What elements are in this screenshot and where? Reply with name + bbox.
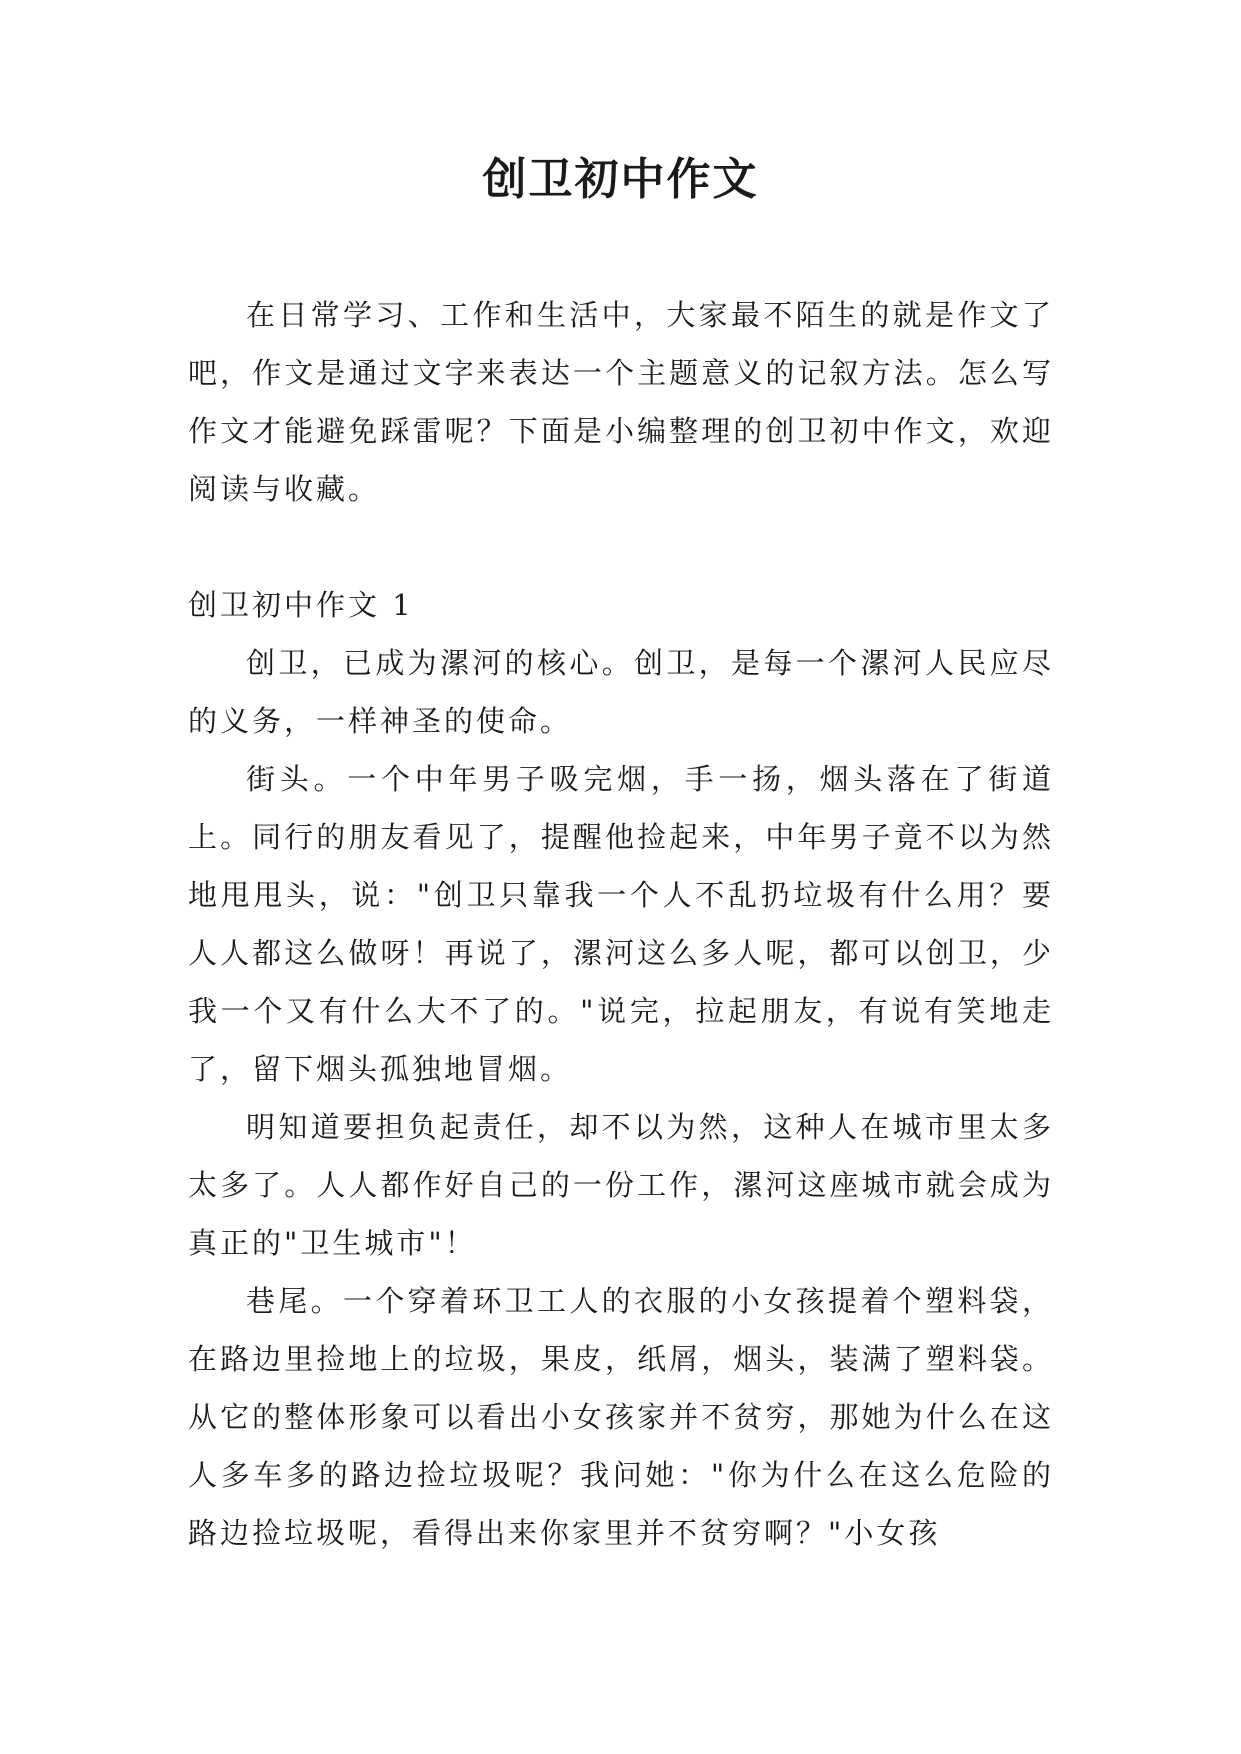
body-paragraph: 巷尾。一个穿着环卫工人的衣服的小女孩提着个塑料袋，在路边里捡地上的垃圾，果皮，纸屑，烟头，装满了塑料袋。从它的整体形象可以看出小女孩家并不贫穷，那她为什么在这人多车多的路边捡垃圾呢？我问她："你为什么在这么危险的路边捡垃圾呢，看得出来你家里并不贫穷啊？"小女孩 (188, 1284, 1054, 1550)
document-body (188, 286, 1054, 1562)
body-paragraph: 街头。一个中年男子吸完烟，手一扬，烟头落在了街道上。同行的朋友看见了，提醒他捡起来，中年男子竟不以为然地甩甩头，说："创卫只靠我一个人不乱扔垃圾有什么用？要人人都这么做呀！再说了，漯河这么多人呢，都可以创卫，少我一个又有什么大不了的。"说完，拉起朋友，有说有笑地走了，留下烟头孤独地冒烟。 (188, 762, 1054, 1086)
body-paragraph: 明知道要担负起责任，却不以为然，这种人在城市里太多太多了。人人都作好自己的一份工作，漯河这座城市就会成为真正的"卫生城市"！ (188, 1110, 1054, 1260)
body-paragraph: 创卫，已成为漯河的核心。创卫，是每一个漯河人民应尽的义务，一样神圣的使命。 (188, 646, 1054, 738)
intro-paragraph: 在日常学习、工作和生活中，大家最不陌生的就是作文了吧，作文是通过文字来表达一个主题意义的记叙方法。怎么写作文才能避免踩雷呢？下面是小编整理的创卫初中作文，欢迎阅读与收藏。 (188, 298, 1054, 506)
section-heading: 创卫初中作文 1 (188, 588, 414, 622)
document-title: 创卫初中作文 (482, 154, 759, 205)
